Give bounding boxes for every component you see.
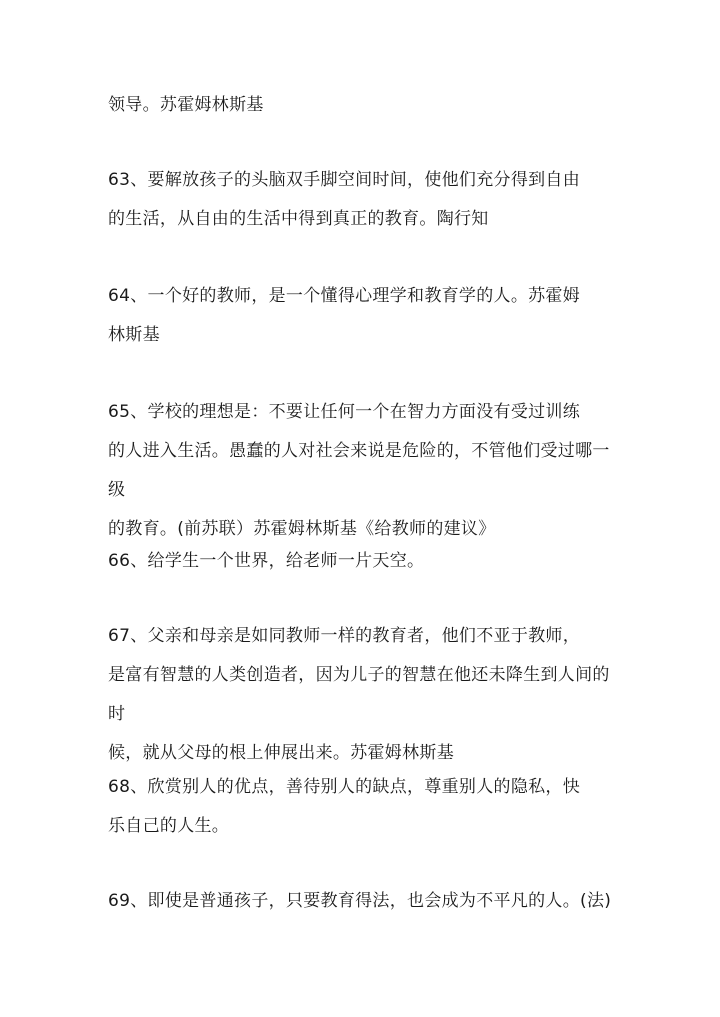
paragraph-quote-68: 68、欣赏别人的优点，善待别人的缺点，尊重别人的隐私，快 乐自己的人生。 — [108, 777, 581, 836]
paragraph-quote-64: 64、一个好的教师，是一个懂得心理学和教育学的人。苏霍姆 林斯基 — [108, 286, 581, 345]
paragraph-continuation: 领导。苏霍姆林斯基 — [108, 95, 264, 115]
paragraph-quote-63: 63、要解放孩子的头脑双手脚空间时间，使他们充分得到自由 的生活，从自由的生活中得到真正的教育。陶行知 — [108, 170, 581, 229]
paragraph-quote-65: 65、学校的理想是：不要让任何一个在智力方面没有受过训练 的人进入生活。愚蠢的人对社会来说是危险的，不管他们受过哪一级 的教育。(前苏联）苏霍姆林斯基《给教师的建议》 — [108, 402, 610, 539]
paragraph-quote-67: 67、父亲和母亲是如同教师一样的教育者，他们不亚于教师， 是富有智慧的人类创造者，因为儿子的智慧在他还未降生到人间的时 候，就从父母的根上伸展出来。苏霍姆林斯基 — [108, 626, 610, 763]
paragraph-quote-66: 66、给学生一个世界，给老师一片天空。 — [108, 551, 425, 571]
paragraph-quote-69: 69、即使是普通孩子，只要教育得法，也会成为不平凡的人。(法) — [108, 891, 612, 911]
